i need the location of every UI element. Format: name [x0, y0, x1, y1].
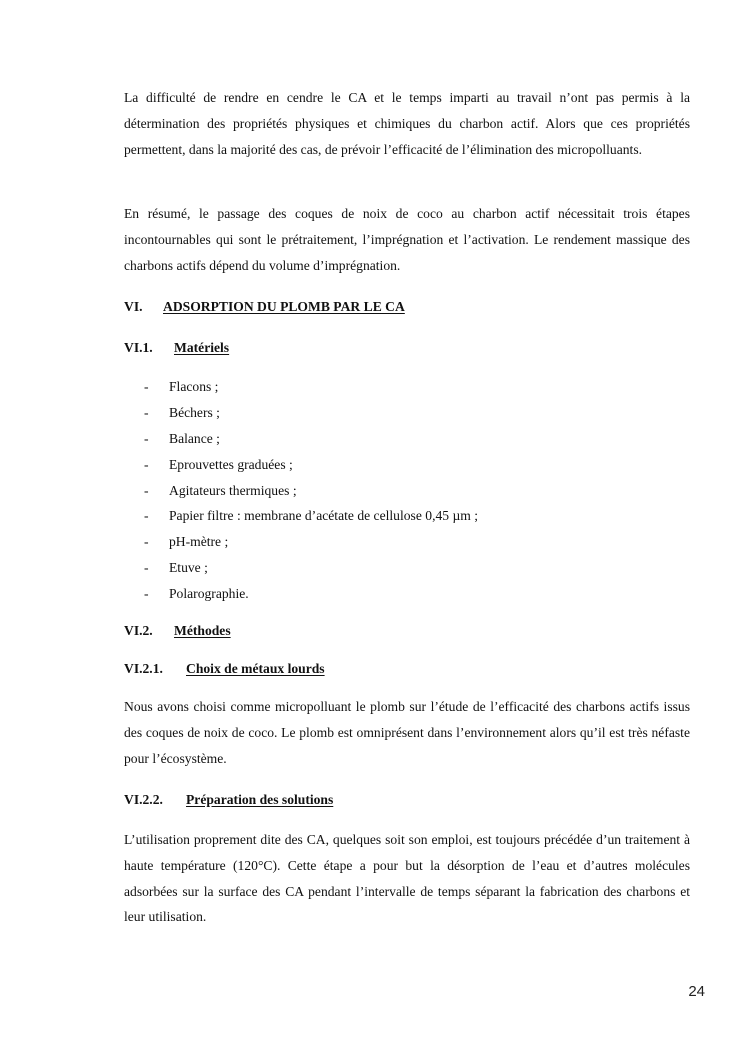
- paragraph-solution-preparation: L’utilisation proprement dite des CA, quelques soit son emploi, est toujours précédée d’un traitement à haute température (120°C). Cette étape a pour but la désorption de l’eau et d’autres molécules adsorbées sur la surface des CA pendant l’intervalle de temps séparant la fabrication des charbons et leur utilisation.: [124, 832, 690, 925]
- list-dash: -: [144, 560, 149, 576]
- list-item: [144, 374, 478, 400]
- page-number: 24: [688, 983, 705, 1000]
- section-title: Matériels: [174, 340, 230, 355]
- list-item-text: Eprouvettes graduées ;: [169, 456, 293, 472]
- list-item-text: Balance ;: [169, 430, 220, 446]
- list-item-text: Flacons ;: [169, 379, 219, 394]
- section-heading-vi-2: [124, 621, 231, 641]
- list-item-text: pH-mètre ;: [169, 534, 229, 550]
- list-item-text: Etuve ;: [169, 560, 208, 576]
- list-item-text: Polarographie.: [169, 586, 249, 602]
- list-dash: -: [144, 482, 149, 498]
- list-item: [144, 503, 478, 529]
- section-title: Préparation des solutions: [186, 792, 334, 807]
- section-heading-vi-2-1: [124, 659, 325, 679]
- list-dash: -: [144, 534, 149, 550]
- list-item: [144, 555, 478, 581]
- section-title: Choix de métaux lourds: [186, 661, 325, 676]
- list-item-text: Papier filtre : membrane d’acétate de cellulose 0,45 µm ;: [169, 508, 479, 524]
- list-dash: -: [144, 456, 149, 472]
- list-dash: -: [144, 508, 149, 524]
- section-number: VI.2.2.: [124, 792, 163, 807]
- list-item: [144, 400, 478, 426]
- section-title: ADSORPTION DU PLOMB PAR LE CA: [163, 299, 405, 314]
- list-dash: -: [144, 404, 149, 420]
- list-dash: -: [144, 430, 149, 446]
- list-item: [144, 478, 478, 504]
- list-item: [144, 452, 478, 478]
- list-item-text: Béchers ;: [169, 404, 220, 420]
- section-number: VI.: [124, 299, 143, 314]
- section-heading-vi-1: [124, 338, 229, 358]
- list-dash: -: [144, 379, 149, 394]
- section-number: VI.2.1.: [124, 661, 163, 676]
- list-item: [144, 426, 478, 452]
- section-heading-vi: [124, 297, 405, 317]
- list-item: [144, 529, 478, 555]
- section-heading-vi-2-2: [124, 790, 333, 810]
- section-number: VI.2.: [124, 623, 153, 638]
- materials-list: [144, 374, 478, 607]
- list-dash: -: [144, 586, 149, 602]
- section-title: Méthodes: [174, 623, 231, 638]
- section-number: VI.1.: [124, 340, 153, 355]
- list-item: [144, 581, 478, 607]
- paragraph-ca-properties: La difficulté de rendre en cendre le CA et le temps imparti au travail n’ont pas permis à la détermination des propriétés physiques et chimiques du charbon actif. Alors que ces propriétés permettent, dans la majorité des cas, de prévoir l’efficacité de l’élimination des micropolluants.: [124, 90, 690, 157]
- paragraph-summary: En résumé, le passage des coques de noix de coco au charbon actif nécessitait trois étapes incontournables qui sont le prétraitement, l’imprégnation et l’activation. Le rendement massique des charbons actifs dépend du volume d’imprégnation.: [124, 206, 690, 273]
- paragraph-heavy-metals: Nous avons choisi comme micropolluant le plomb sur l’étude de l’efficacité des charbons actifs issus des coques de noix de coco. Le plomb est omniprésent dans l’environnement alors qu’il est très néfaste pour l’écosystème.: [124, 699, 690, 766]
- list-item-text: Agitateurs thermiques ;: [169, 482, 297, 498]
